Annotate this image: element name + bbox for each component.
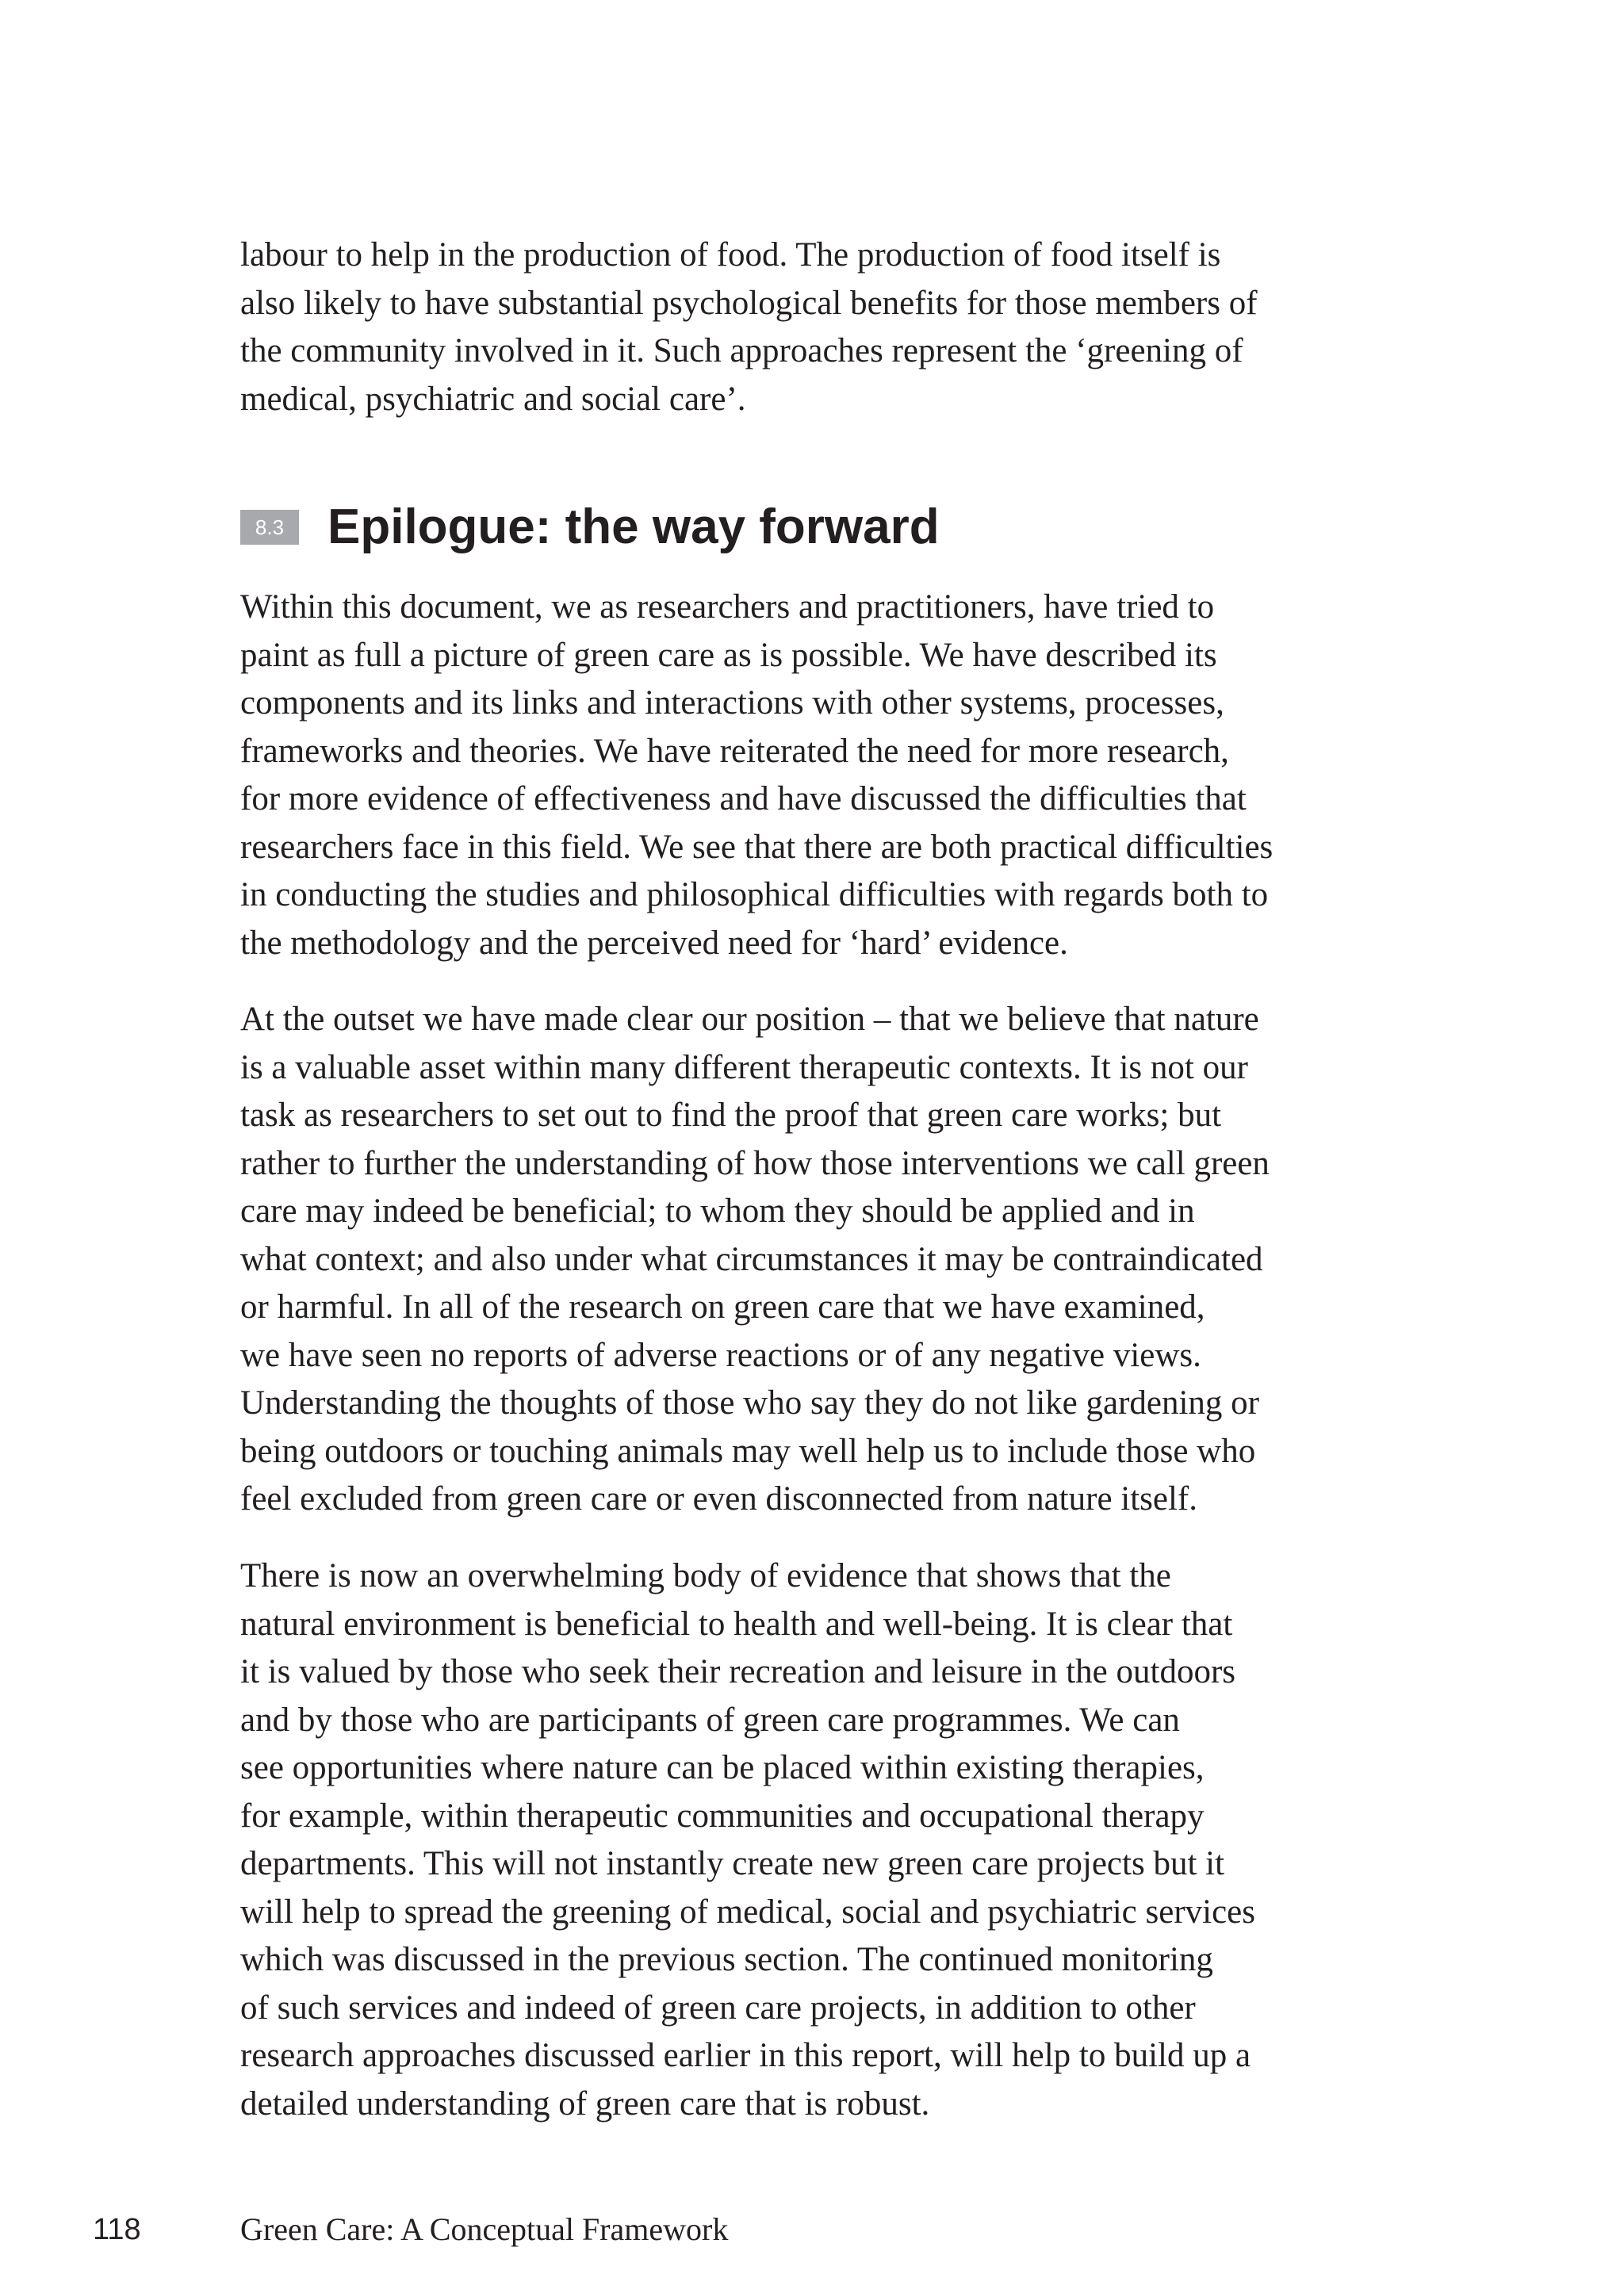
paragraph-intro xyxy=(240,232,1390,423)
text-line: it is valued by those who seek their recreation and leisure in the outdoors xyxy=(240,1653,1236,1690)
text-line: labour to help in the production of food. The production of food itself is xyxy=(240,236,1221,274)
text-line: in conducting the studies and philosophical difficulties with regards both to xyxy=(240,876,1269,913)
text-line: which was discussed in the previous section. The continued monitoring xyxy=(240,1941,1213,1978)
text-line: rather to further the understanding of how those interventions we call green xyxy=(240,1144,1270,1182)
text-line: researchers face in this field. We see that there are both practical difficulties xyxy=(240,828,1274,866)
paragraph-text xyxy=(240,584,1390,967)
paragraph-1 xyxy=(240,584,1390,967)
text-line: for more evidence of effectiveness and have discussed the difficulties that xyxy=(240,780,1247,817)
page-footer xyxy=(0,2206,1624,2253)
text-line: being outdoors or touching animals may well help us to include those who xyxy=(240,1432,1256,1470)
text-line: frameworks and theories. We have reiterated the need for more research, xyxy=(240,732,1229,770)
section-heading xyxy=(240,492,940,563)
text-line: research approaches discussed earlier in this report, will help to build up a xyxy=(240,2037,1251,2074)
text-line: of such services and indeed of green care projects, in addition to other xyxy=(240,1989,1196,2027)
text-line: we have seen no reports of adverse reactions or of any negative views. xyxy=(240,1336,1201,1374)
paragraph-text xyxy=(240,232,1390,423)
text-line: what context; and also under what circumstances it may be contraindicated xyxy=(240,1240,1263,1278)
paragraph-text xyxy=(240,1552,1390,2128)
text-line: the methodology and the perceived need for ‘hard’ evidence. xyxy=(240,924,1068,962)
text-line: or harmful. In all of the research on green care that we have examined, xyxy=(240,1288,1205,1326)
paragraph-3 xyxy=(240,1552,1390,2128)
paragraph-text xyxy=(240,996,1390,1524)
text-line: for example, within therapeutic communities and occupational therapy xyxy=(240,1797,1205,1835)
text-line: is a valuable asset within many different therapeutic contexts. It is not our xyxy=(240,1048,1248,1086)
text-line: see opportunities where nature can be placed within existing therapies, xyxy=(240,1749,1205,1786)
page-number: 118 xyxy=(93,2213,141,2246)
text-line: the community involved in it. Such approaches represent the ‘greening of xyxy=(240,332,1243,369)
text-line: and by those who are participants of green care programmes. We can xyxy=(240,1701,1180,1739)
text-line: departments. This will not instantly create new green care projects but it xyxy=(240,1845,1225,1882)
text-line: At the outset we have made clear our position – that we believe that nature xyxy=(240,1001,1259,1038)
text-line: also likely to have substantial psychological benefits for those members of xyxy=(240,284,1258,322)
paragraph-2 xyxy=(240,996,1390,1524)
section-number-badge: 8.3 xyxy=(240,510,299,545)
text-line: medical, psychiatric and social care’. xyxy=(240,380,746,418)
text-line: Understanding the thoughts of those who say they do not like gardening or xyxy=(240,1384,1260,1422)
text-line: There is now an overwhelming body of evidence that shows that the xyxy=(240,1557,1171,1594)
text-line: components and its links and interactions with other systems, processes, xyxy=(240,684,1224,722)
text-line: natural environment is beneficial to health and well-being. It is clear that xyxy=(240,1605,1233,1643)
text-line: care may indeed be beneficial; to whom they should be applied and in xyxy=(240,1192,1195,1230)
text-line: Within this document, we as researchers and practitioners, have tried to xyxy=(240,588,1215,626)
text-line: feel excluded from green care or even disconnected from nature itself. xyxy=(240,1480,1198,1518)
text-line: task as researchers to set out to find the proof that green care works; but xyxy=(240,1097,1222,1134)
text-line: paint as full a picture of green care as is possible. We have described its xyxy=(240,636,1217,674)
section-title: Epilogue: the way forward xyxy=(327,500,940,554)
text-line: detailed understanding of green care that is robust. xyxy=(240,2084,930,2123)
text-line: will help to spread the greening of medical, social and psychiatric services xyxy=(240,1893,1256,1931)
running-title: Green Care: A Conceptual Framework xyxy=(240,2211,729,2247)
